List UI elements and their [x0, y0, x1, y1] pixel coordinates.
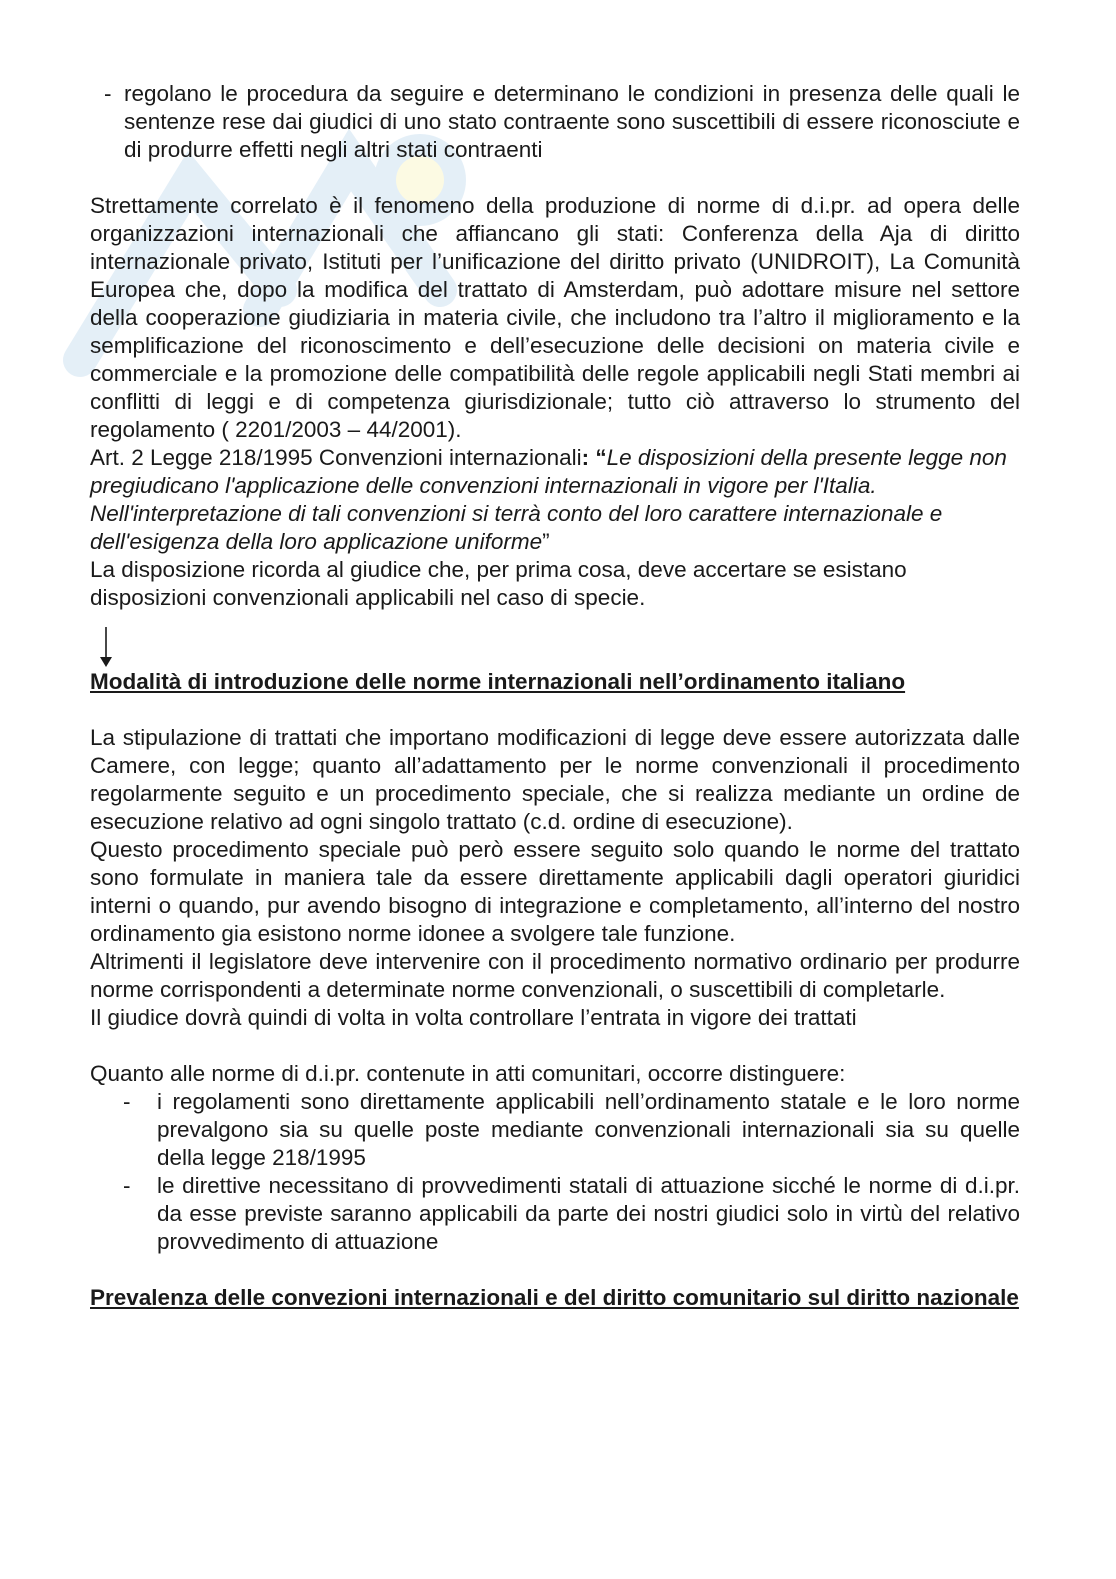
article-close-quote: ” [542, 529, 550, 554]
list-item-direttive [90, 1172, 1020, 1256]
bullet-dash: - [123, 1173, 131, 1198]
paragraph-procedimento-speciale: Questo procedimento speciale può però essere seguito solo quando le norme del trattato sono formulate in maniera tale da essere direttamente applicabili dagli operatori giuridici interni o quando, pur avendo bisogno di integrazione e completamento, all’interno del nostro ordinamento gia esistono norme idonee a svolgere tale funzione. [90, 837, 1020, 946]
list-item-text: i regolamenti sono direttamente applicabili nell’ordinamento statale e le loro norme prevalgono sia su quelle poste mediante convenzionali internazionali sia su quelle della legge 218/1995 [157, 1089, 1020, 1170]
paragraph-altrimenti: Altrimenti il legislatore deve intervenire con il procedimento normativo ordinario per produrre norme corrispondenti a determinate norme convenzionali, o suscettibili di completarle. [90, 949, 1020, 1002]
article-quote-2: Nell'interpretazione di tali convenzioni si terrà conto del loro carattere internazionale e dell'esigenza della loro applicazione uniforme [90, 501, 943, 554]
paragraph-giudice: Il giudice dovrà quindi di volta in volta controllare l’entrata in vigore dei trattati [90, 1005, 857, 1030]
article-colon: : [581, 445, 590, 470]
intro-bullet-text: regolano le procedura da seguire e determinano le condizioni in presenza delle quali le sentenze rese dai giudici di uno stato contraente sono suscettibili di essere riconosciute e di produrre effetti negli altri stati contraenti [124, 81, 1020, 162]
section-heading-prevalenza: Prevalenza delle convezioni internazionali e del diritto comunitario sul diritto nazionale [90, 1285, 1019, 1310]
intro-bullet-item [104, 80, 1020, 164]
paragraph-disposizione: La disposizione ricorda al giudice che, per prima cosa, deve accertare se esistano disposizioni convenzionali applicabili nel caso di specie. [90, 557, 907, 610]
paragraph-atti-comunitari: Quanto alle norme di d.i.pr. contenute in atti comunitari, occorre distinguere: [90, 1061, 846, 1086]
paragraph-correlato: Strettamente correlato è il fenomeno della produzione di norme di d.i.pr. ad opera delle organizzazioni internazionali che affiancano gli stati: Conferenza della Aja di diritto internazionale privato, Istituti per l’unificazione del diritto privato (UNIDROIT), La Comunità Europea che, dopo la modifica del trattato di Amsterdam, può adottare misure nel settore della cooperazione giudiziaria in materia civile, che includono tra l’altro il miglioramento e la semplificazione del riconoscimento e dell’esecuzione delle decisioni on materia civile e commerciale e la promozione delle compatibilità delle regole applicabili negli Stati membri ai conflitti di leggi e di competenza giurisdizionale; tutto ciò attraverso lo strumento del regolamento ( 2201/2003 – 44/2001). [90, 193, 1020, 442]
bullet-dash: - [104, 81, 112, 106]
bullet-dash: - [123, 1089, 131, 1114]
article-label: Art. 2 Legge 218/1995 Convenzioni internazionali [90, 445, 582, 470]
paragraph-stipulazione: La stipulazione di trattati che importano modificazioni di legge deve essere autorizzata dalle Camere, con legge; quanto all’adattamento per le norme convenzionali il procedimento regolarmente seguito e un procedimento speciale, che si realizza mediante un ordine de esecuzione relativo ad ogni singolo trattato (c.d. ordine di esecuzione). [90, 725, 1020, 834]
article-quote-continued [90, 500, 1020, 556]
article-quote [90, 444, 1020, 500]
text-body [90, 80, 1020, 1312]
list-item-regolamenti [90, 1088, 1020, 1172]
article-open-quote: “ [589, 445, 607, 470]
list-item-text: le direttive necessitano di provvedimenti statali di attuazione sicché le norme di d.i.pr. da esse previste saranno applicabili da parte dei nostri giudici solo in virtù del relativo provvedimento di attuazione [157, 1173, 1020, 1254]
section-heading-modalita: Modalità di introduzione delle norme internazionali nell’ordinamento italiano [90, 669, 906, 694]
article-quote-1: Le disposizioni della presente legge non pregiudicano l'applicazione delle convenzioni internazionali in vigore per l'Italia. [90, 445, 1007, 498]
down-arrow-icon [98, 627, 114, 669]
